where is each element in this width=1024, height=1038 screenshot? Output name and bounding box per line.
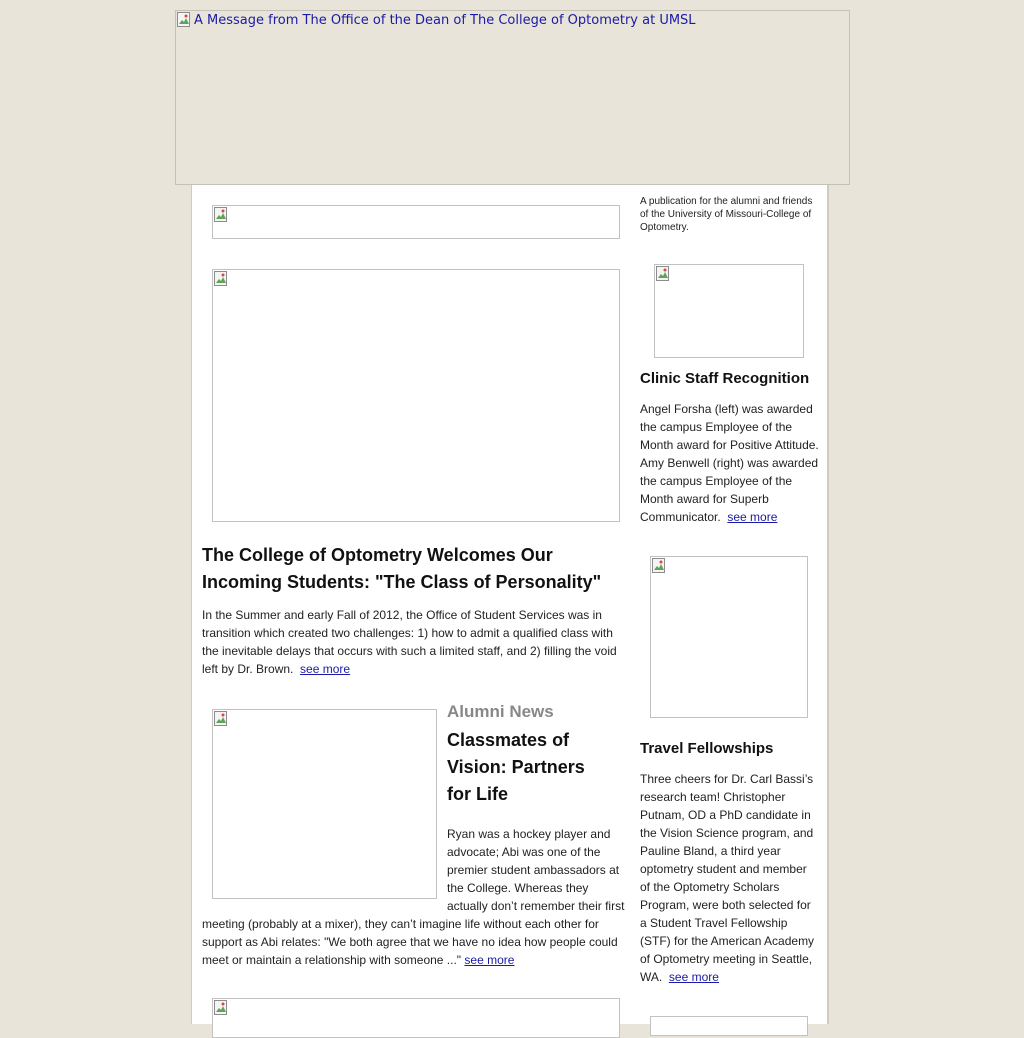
alumni-article-body	[202, 825, 630, 969]
bottom-article-image	[212, 998, 620, 1038]
broken-image-icon	[214, 1000, 228, 1016]
bottom-sidebar-image	[650, 1016, 808, 1036]
broken-image-icon	[177, 12, 191, 28]
clinic-staff-heading: Clinic Staff Recognition	[640, 370, 810, 387]
travel-fellowships-heading: Travel Fellowships	[640, 740, 774, 757]
clinic-see-more-link[interactable]: see more	[727, 510, 778, 524]
header-banner-image[interactable]	[175, 10, 850, 185]
travel-fellowships-text: Three cheers for Dr. Carl Bassi’s research team! Christopher Putnam, OD a PhD candidate in the Vision Science program, and Pauline Bland, a third year optometry student and member of the Optometry Scholars Program, were both selected for a Student Travel Fellowship (STF) for the American Academy of Optometry meeting in Seattle, WA.	[640, 772, 815, 984]
broken-image-icon	[652, 558, 666, 574]
feature-text: In the Summer and early Fall of 2012, the Office of Student Services was in transition which created two challenges: 1) how to admit a qualified class with the inevitable delays that occurs with such a limited staff, and 2) filling the void left by Dr. Brown.	[202, 608, 617, 676]
alumni-news-kicker: Alumni News	[447, 702, 554, 721]
clinic-staff-body	[640, 400, 820, 526]
masthead-image	[212, 205, 620, 239]
publication-note: A publication for the alumni and friends of the University of Missouri-College of Optometry.	[640, 196, 813, 233]
travel-fellowship-image	[650, 556, 808, 718]
alumni-see-more-link[interactable]: see more	[464, 953, 515, 967]
broken-image-icon	[214, 271, 228, 287]
travel-fellowships-body	[640, 770, 820, 986]
broken-image-icon	[214, 711, 228, 727]
travel-see-more-link[interactable]: see more	[668, 970, 719, 984]
broken-image-icon	[214, 207, 228, 223]
alumni-float-spacer	[202, 825, 447, 915]
feature-see-more-link[interactable]: see more	[300, 662, 351, 676]
header-banner-alt-text[interactable]: A Message from The Office of the Dean of The College of Optometry at UMSL	[194, 13, 696, 28]
feature-image	[212, 269, 620, 522]
feature-body	[202, 606, 630, 678]
broken-image-icon	[656, 266, 670, 282]
clinic-staff-image	[654, 264, 804, 358]
alumni-article-text: Ryan was a hockey player and advocate; Abi was one of the premier student ambassadors at the College. Whereas they actually don’t remember their first meeting (probably at a mixer), they can’t imagine life without each other for support as Abi relates: "We both agree that we have no idea how people could meet or maintain a relationship with someone ..."	[202, 827, 625, 967]
feature-title: The College of Optometry Welcomes Our Incoming Students: "The Class of Personality"	[202, 545, 602, 592]
clinic-staff-text: Angel Forsha (left) was awarded the campus Employee of the Month award for Positive Attitude. Amy Benwell (right) was awarded the campus Employee of the Month award for Superb Communicator.	[640, 402, 819, 524]
alumni-article-title: Classmates of Vision: Partners for Life	[447, 730, 585, 804]
